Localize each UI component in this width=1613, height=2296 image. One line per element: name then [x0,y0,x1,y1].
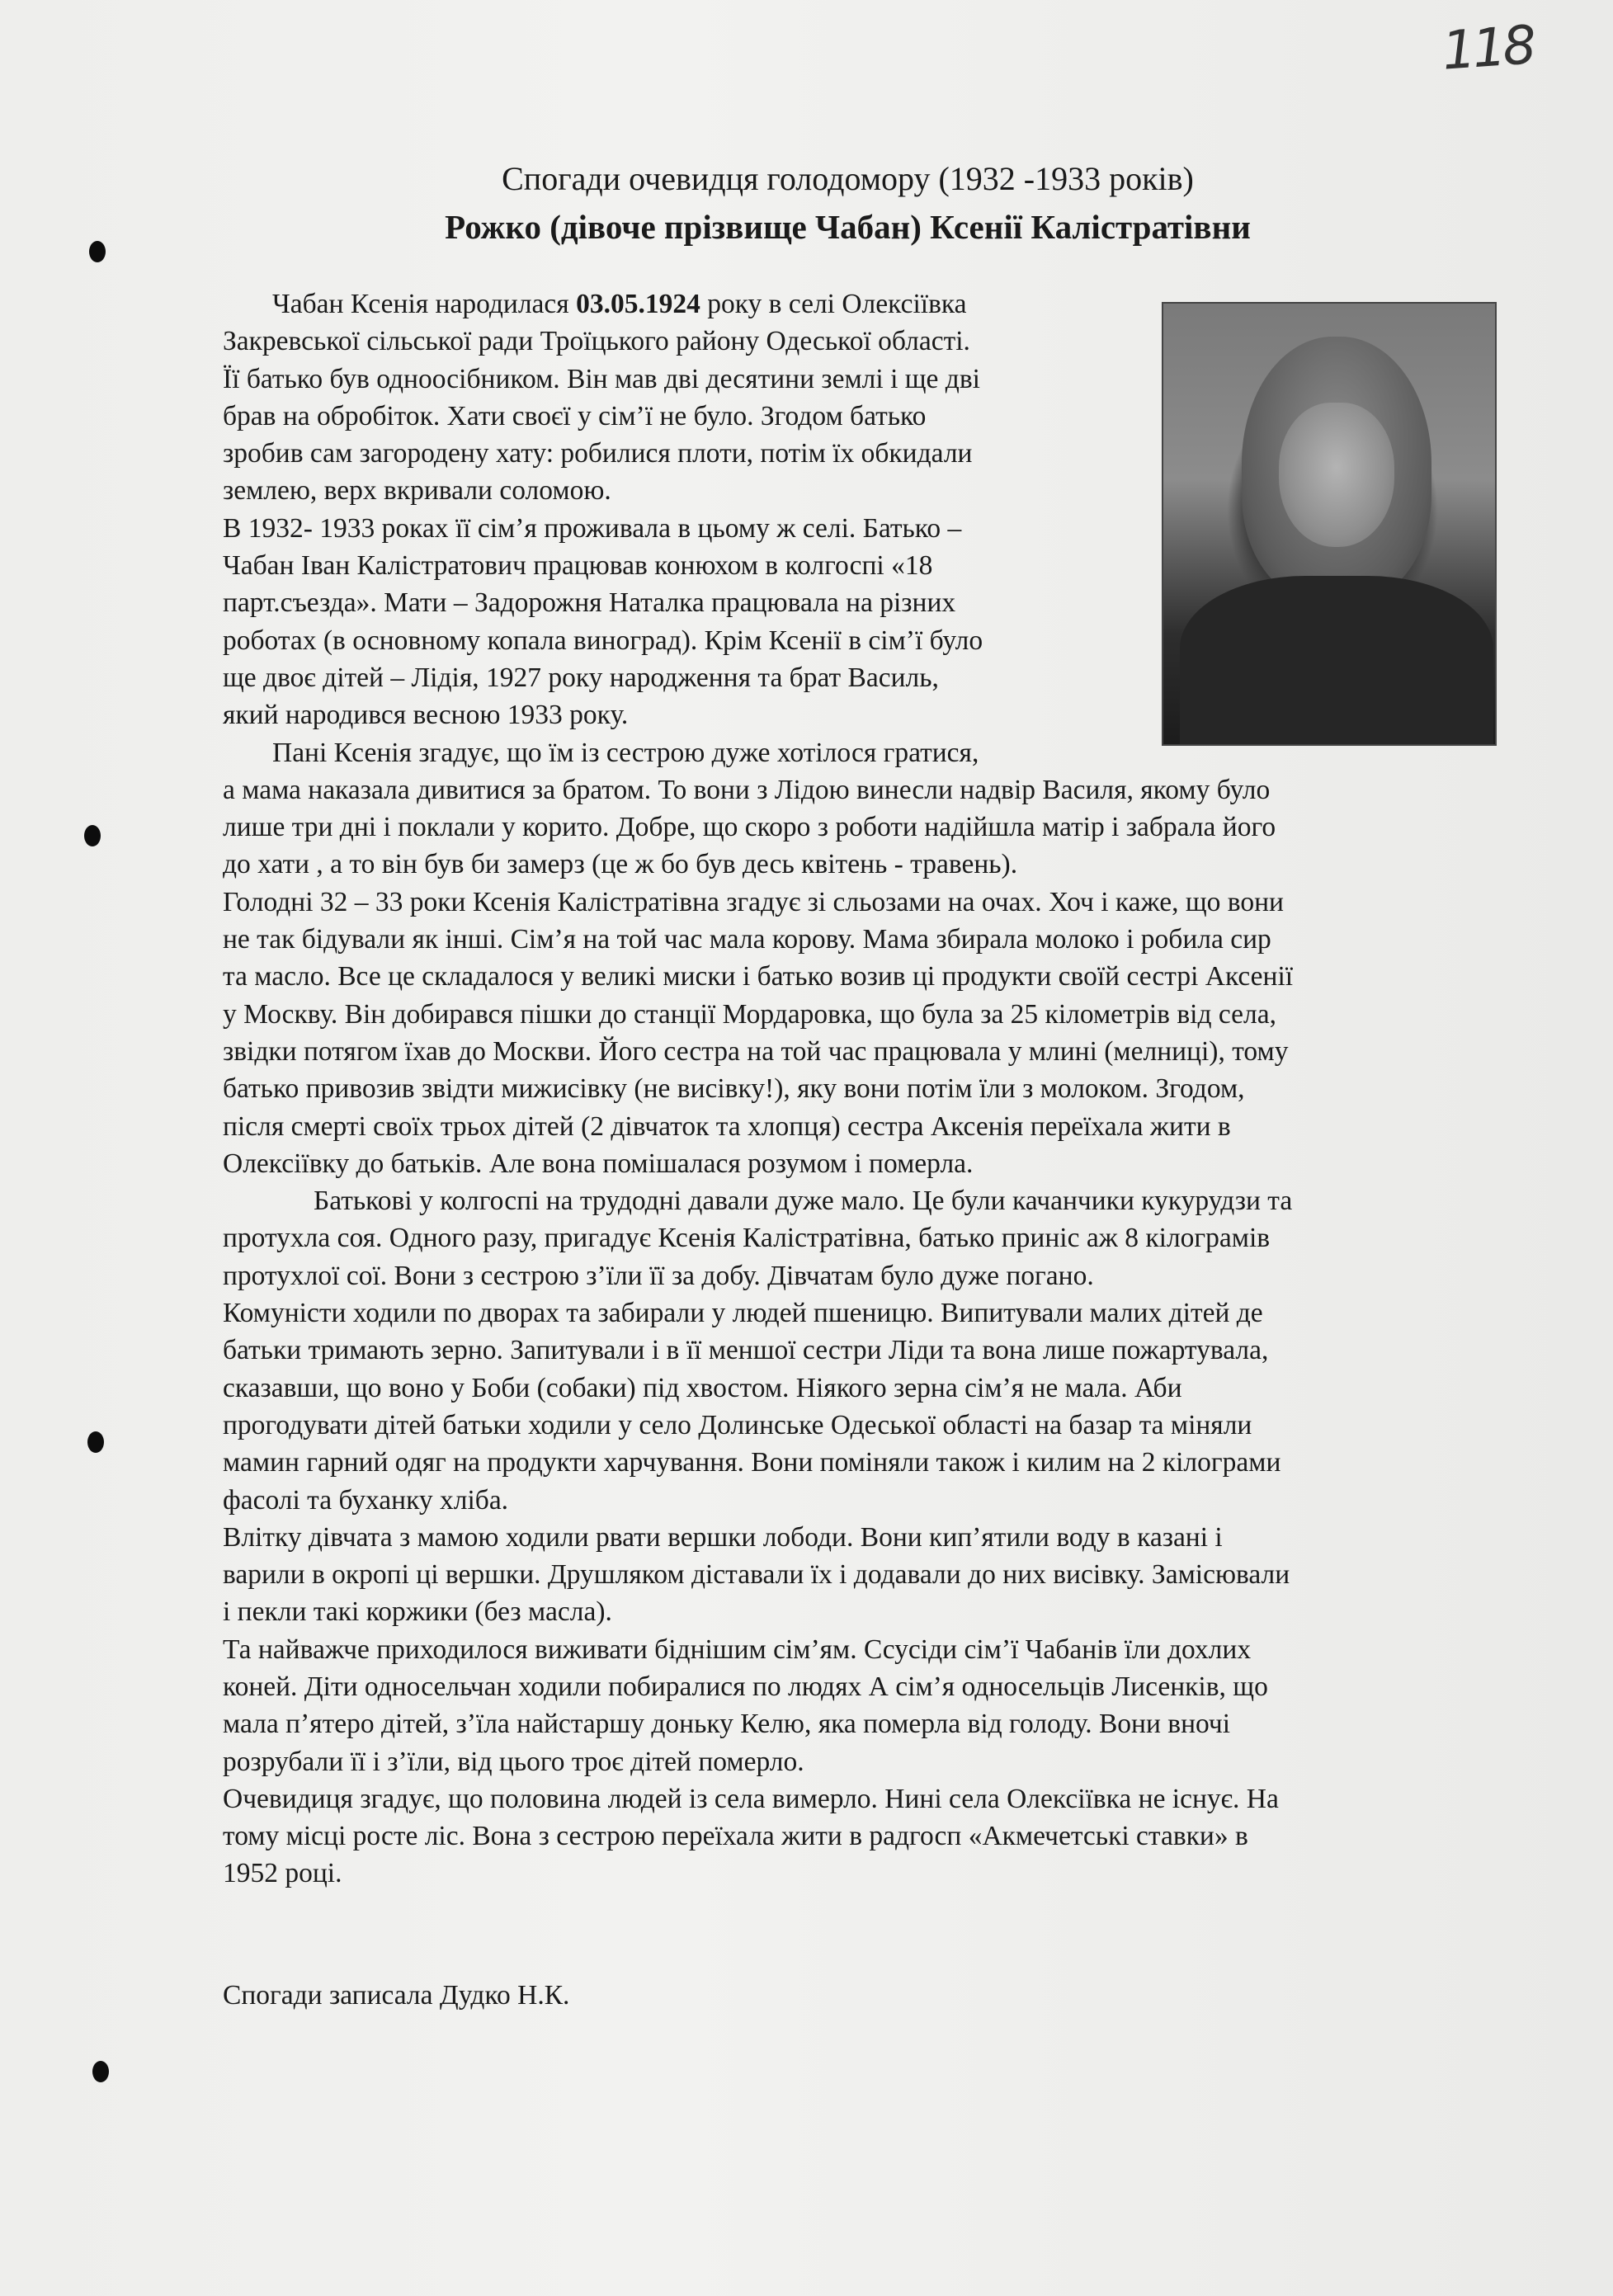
text-line: лише три дні і поклали у корито. Добре, що скоро з роботи надійшла матір і забрала його [223,812,1276,843]
text-line: протухла соя. Одного разу, пригадує Ксенія Калістратівна, батько приніс аж 8 кілограмів [223,1223,1271,1254]
text-line: сказавши, що воно у Боби (собаки) під хвостом. Ніякого зерна сім’я не мала. Аби [223,1372,1182,1403]
text-line: роботах (в основному копала виноград). Крім Ксенії в сім’ї було [223,625,983,656]
text-line: батьки тримають зерно. Запитували і в її меншої сестри Ліди та вона лише пожартувала, [223,1335,1269,1366]
text-line: Чабан Іван Калістратович працював конюхом в колгоспі «18 [223,550,933,582]
text-line: у Москву. Він добирався пішки до станції Мордаровка, що була за 25 кілометрів від села, [223,998,1276,1030]
text-line: а мама наказала дивитися за братом. То вони з Лідою винесли надвір Василя, якому було [223,774,1271,805]
title-block [0,155,1613,251]
text-line: парт.съезда». Мати – Задорожня Наталка працювала на різних [223,587,956,619]
text-line: Її батько був одноосібником. Він мав дві десятини землі і ще дві [223,363,980,394]
text-line: до хати , а то він був би замерз (це ж бо був десь квітень - травень). [223,849,1018,880]
title-line-2: Рожко (дівоче прізвище Чабан) Ксенії Калістратівни [445,208,1251,246]
title-line-1: Спогади очевидця голодомору (1932 -1933 років) [502,160,1194,197]
text-line: батько привозив звідти мижисівку (не висівку!), яку вони потім їли з молоком. Згодом, [223,1073,1245,1105]
text-line: Та найважче приходилося виживати біднішим сім’ям. Ссусіди сім’ї Чабанів їли дохлих [223,1634,1252,1665]
text-line: розрубали її і з’їли, від цього троє дітей померло. [223,1746,804,1777]
text-line: прогодувати дітей батьки ходили у село Долинське Одеської області на базар та міняли [223,1409,1252,1440]
text-line: звідки потягом їхав до Москви. Його сестра на той час працювала у млині (мелниці), тому [223,1035,1289,1067]
text-line: В 1932- 1933 роках її сім’я проживала в цьому ж селі. Батько – [223,512,962,544]
text-line: Очевидиця згадує, що половина людей із села вимерло. Нині села Олексіївка не існує. На [223,1783,1279,1814]
text-line: брав на обробіток. Хати своєї у сім’ї не було. Згодом батько [223,400,927,431]
punch-hole [92,2061,109,2082]
text-line: Комуністи ходили по дворах та забирали у людей пшеницю. Випитували малих дітей де [223,1298,1263,1329]
text-line: Пані Ксенія згадує, що їм із сестрою дуже хотілося гратися, [272,737,979,768]
punch-hole [87,1431,104,1453]
text-line: Влітку дівчата з мамою ходили рвати вершки лободи. Вони кип’ятили воду в казані і [223,1521,1223,1553]
text-line: фасолі та буханку хліба. [223,1484,509,1516]
page-number: 118 [1440,15,1535,83]
portrait-face [1279,403,1394,547]
text-line: зробив сам загородену хату: робилися плоти, потім їх обкидали [223,438,973,469]
text-line: Олексіївку до батьків. Але вона помішалася розумом і померла. [223,1148,974,1179]
text-line: не так бідували як інші. Сім’я на той час мала корову. Мама збирала молоко і робила сир [223,924,1271,955]
text-line: тому місці росте ліс. Вона з сестрою переїхала жити в радгосп «Акмечетські ставки» в [223,1821,1248,1852]
text-line: Батькові у колгоспі на трудодні давали дуже мало. Це були качанчики кукурудзи та [314,1186,1293,1217]
birth-date: 03.05.1924 [576,289,700,319]
text-line: 1952 році. [223,1858,342,1889]
text-line: мала п’ятеро дітей, з’їла найстаршу доньку Келю, яка померла від голоду. Вони вночі [223,1709,1231,1740]
text-line: землею, верх вкривали соломою. [223,475,611,507]
text-line: який народився весною 1933 року. [223,700,629,731]
punch-hole [84,825,101,846]
text-line: Закревської сільської ради Троїцького району Одеської області. [223,326,970,357]
text-line: і пекли такі коржики (без масла). [223,1596,612,1628]
text-line: варили в окропі ці вершки. Друшляком діставали їх і додавали до них висівку. Замісювали [223,1559,1290,1591]
paragraph-1 [223,285,1293,1893]
text-line: коней. Діти односельчан ходили побиралися по людях А сім’я односельців Лисенків, що [223,1671,1268,1702]
text-line: та масло. Все це складалося у великі миски і батько возив ці продукти своїй сестрі Аксенії [223,961,1294,992]
text-line: після смерті своїх трьох дітей (2 дівчаток та хлопця) сестра Аксенія переїхала жити в [223,1110,1231,1142]
text-line: Чабан Ксенія народилася 03.05.1924 року в селі Олексіївка [272,289,967,319]
text-line: мамин гарний одяг на продукти харчування. Вони поміняли також і килим на 2 кілограми [223,1447,1281,1478]
text-line: ще двоє дітей – Лідія, 1927 року народження та брат Василь, [223,662,939,693]
text-line: протухлої сої. Вони з сестрою з’їли її за добу. Дівчатам було дуже погано. [223,1260,1094,1291]
text-line: Голодні 32 – 33 роки Ксенія Калістратівна згадує зі сльозами на очах. Хоч і каже, що вони [223,886,1284,917]
signature-line: Спогади записала Дудко Н.К. [223,1980,570,2011]
